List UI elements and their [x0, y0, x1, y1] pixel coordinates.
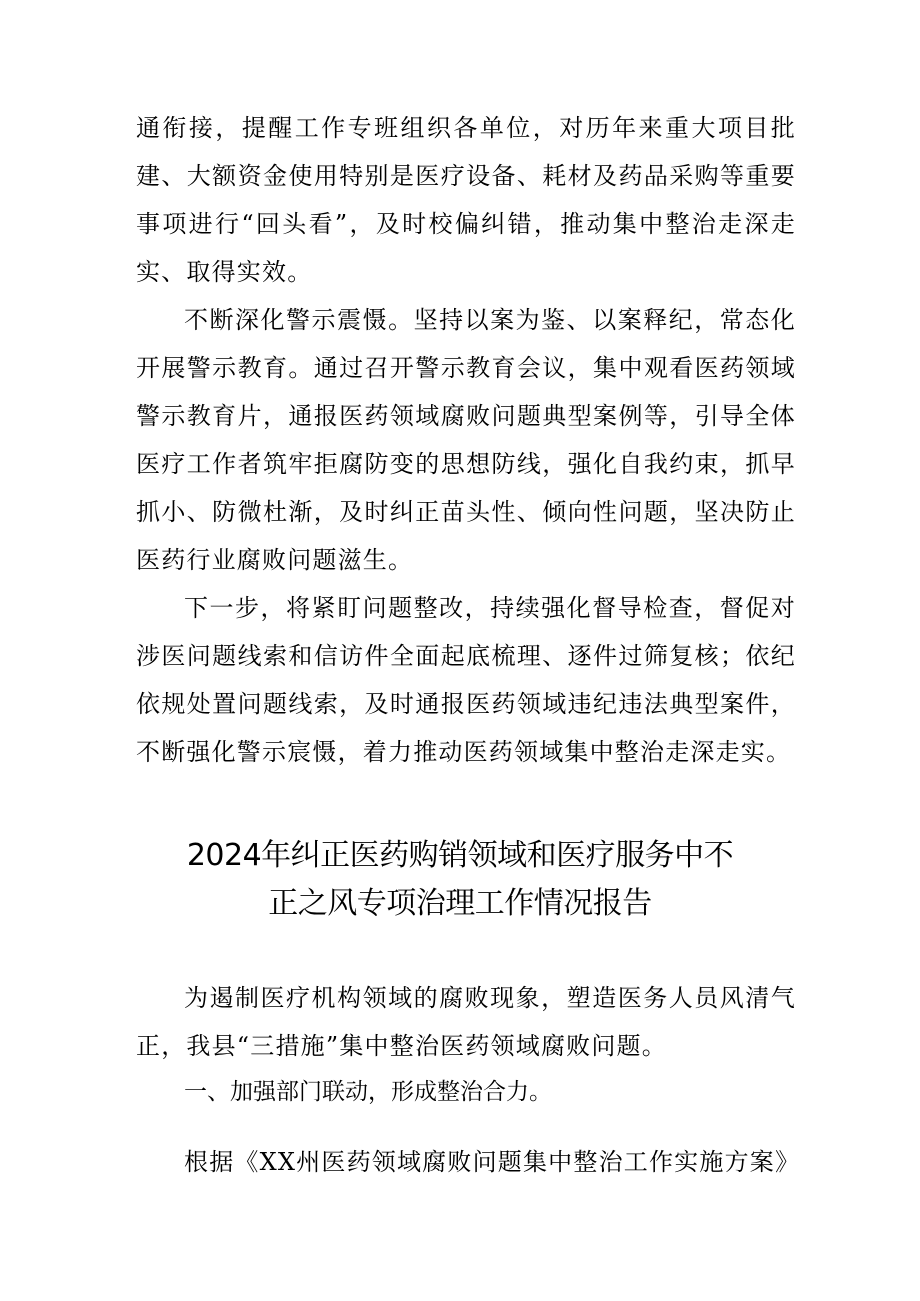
report-title-line-1: 2024年纠正医药购销领域和医疗服务中不 — [186, 838, 734, 873]
paragraph-basis: 根据《XX州医药领域腐败问题集中整治工作实施方案》 — [184, 1148, 801, 1176]
report-title-line-2: 正之风专项治理工作情况报告 — [268, 886, 652, 921]
paragraph-warning-education: 不断深化警示震慑。坚持以案为鉴、以案释纪，常态化开展警示教育。通过召开警示教育会议，集中观看医药领域警示教育片，通报医药领域腐败问题典型案例等，引导全体医疗工作者筑牢拒腐防变的思想防线，强化自我约束，抓早抓小、防微杜渐，及时纠正苗头性、倾向性问题，坚决防止医药行业腐败问题滋生。 — [136, 306, 796, 574]
paragraph-continuation: 通衔接，提醒工作专班组织各单位，对历年来重大项目批建、大额资金使用特别是医疗设备、耗材及药品采购等重要事项进行“回头看”，及时校偏纠错，推动集中整治走深走实、取得实效。 — [136, 114, 796, 286]
report-title — [110, 832, 810, 928]
section-heading-1: 一、加强部门联动，形成整治合力。 — [184, 1079, 552, 1105]
paragraph-intro: 为遏制医疗机构领域的腐败现象，塑造医务人员风清气正，我县“三措施”集中整治医药领域腐败问题。 — [136, 984, 796, 1060]
paragraph-next-step: 下一步，将紧盯问题整改，持续强化督导检查，督促对涉医问题线索和信访件全面起底梳理、逐件过筛复核；依纪依规处置问题线索，及时通报医药领域违纪违法典型案件，不断强化警示宸慑，着力推动医药领域集中整治走深走实。 — [136, 594, 796, 766]
